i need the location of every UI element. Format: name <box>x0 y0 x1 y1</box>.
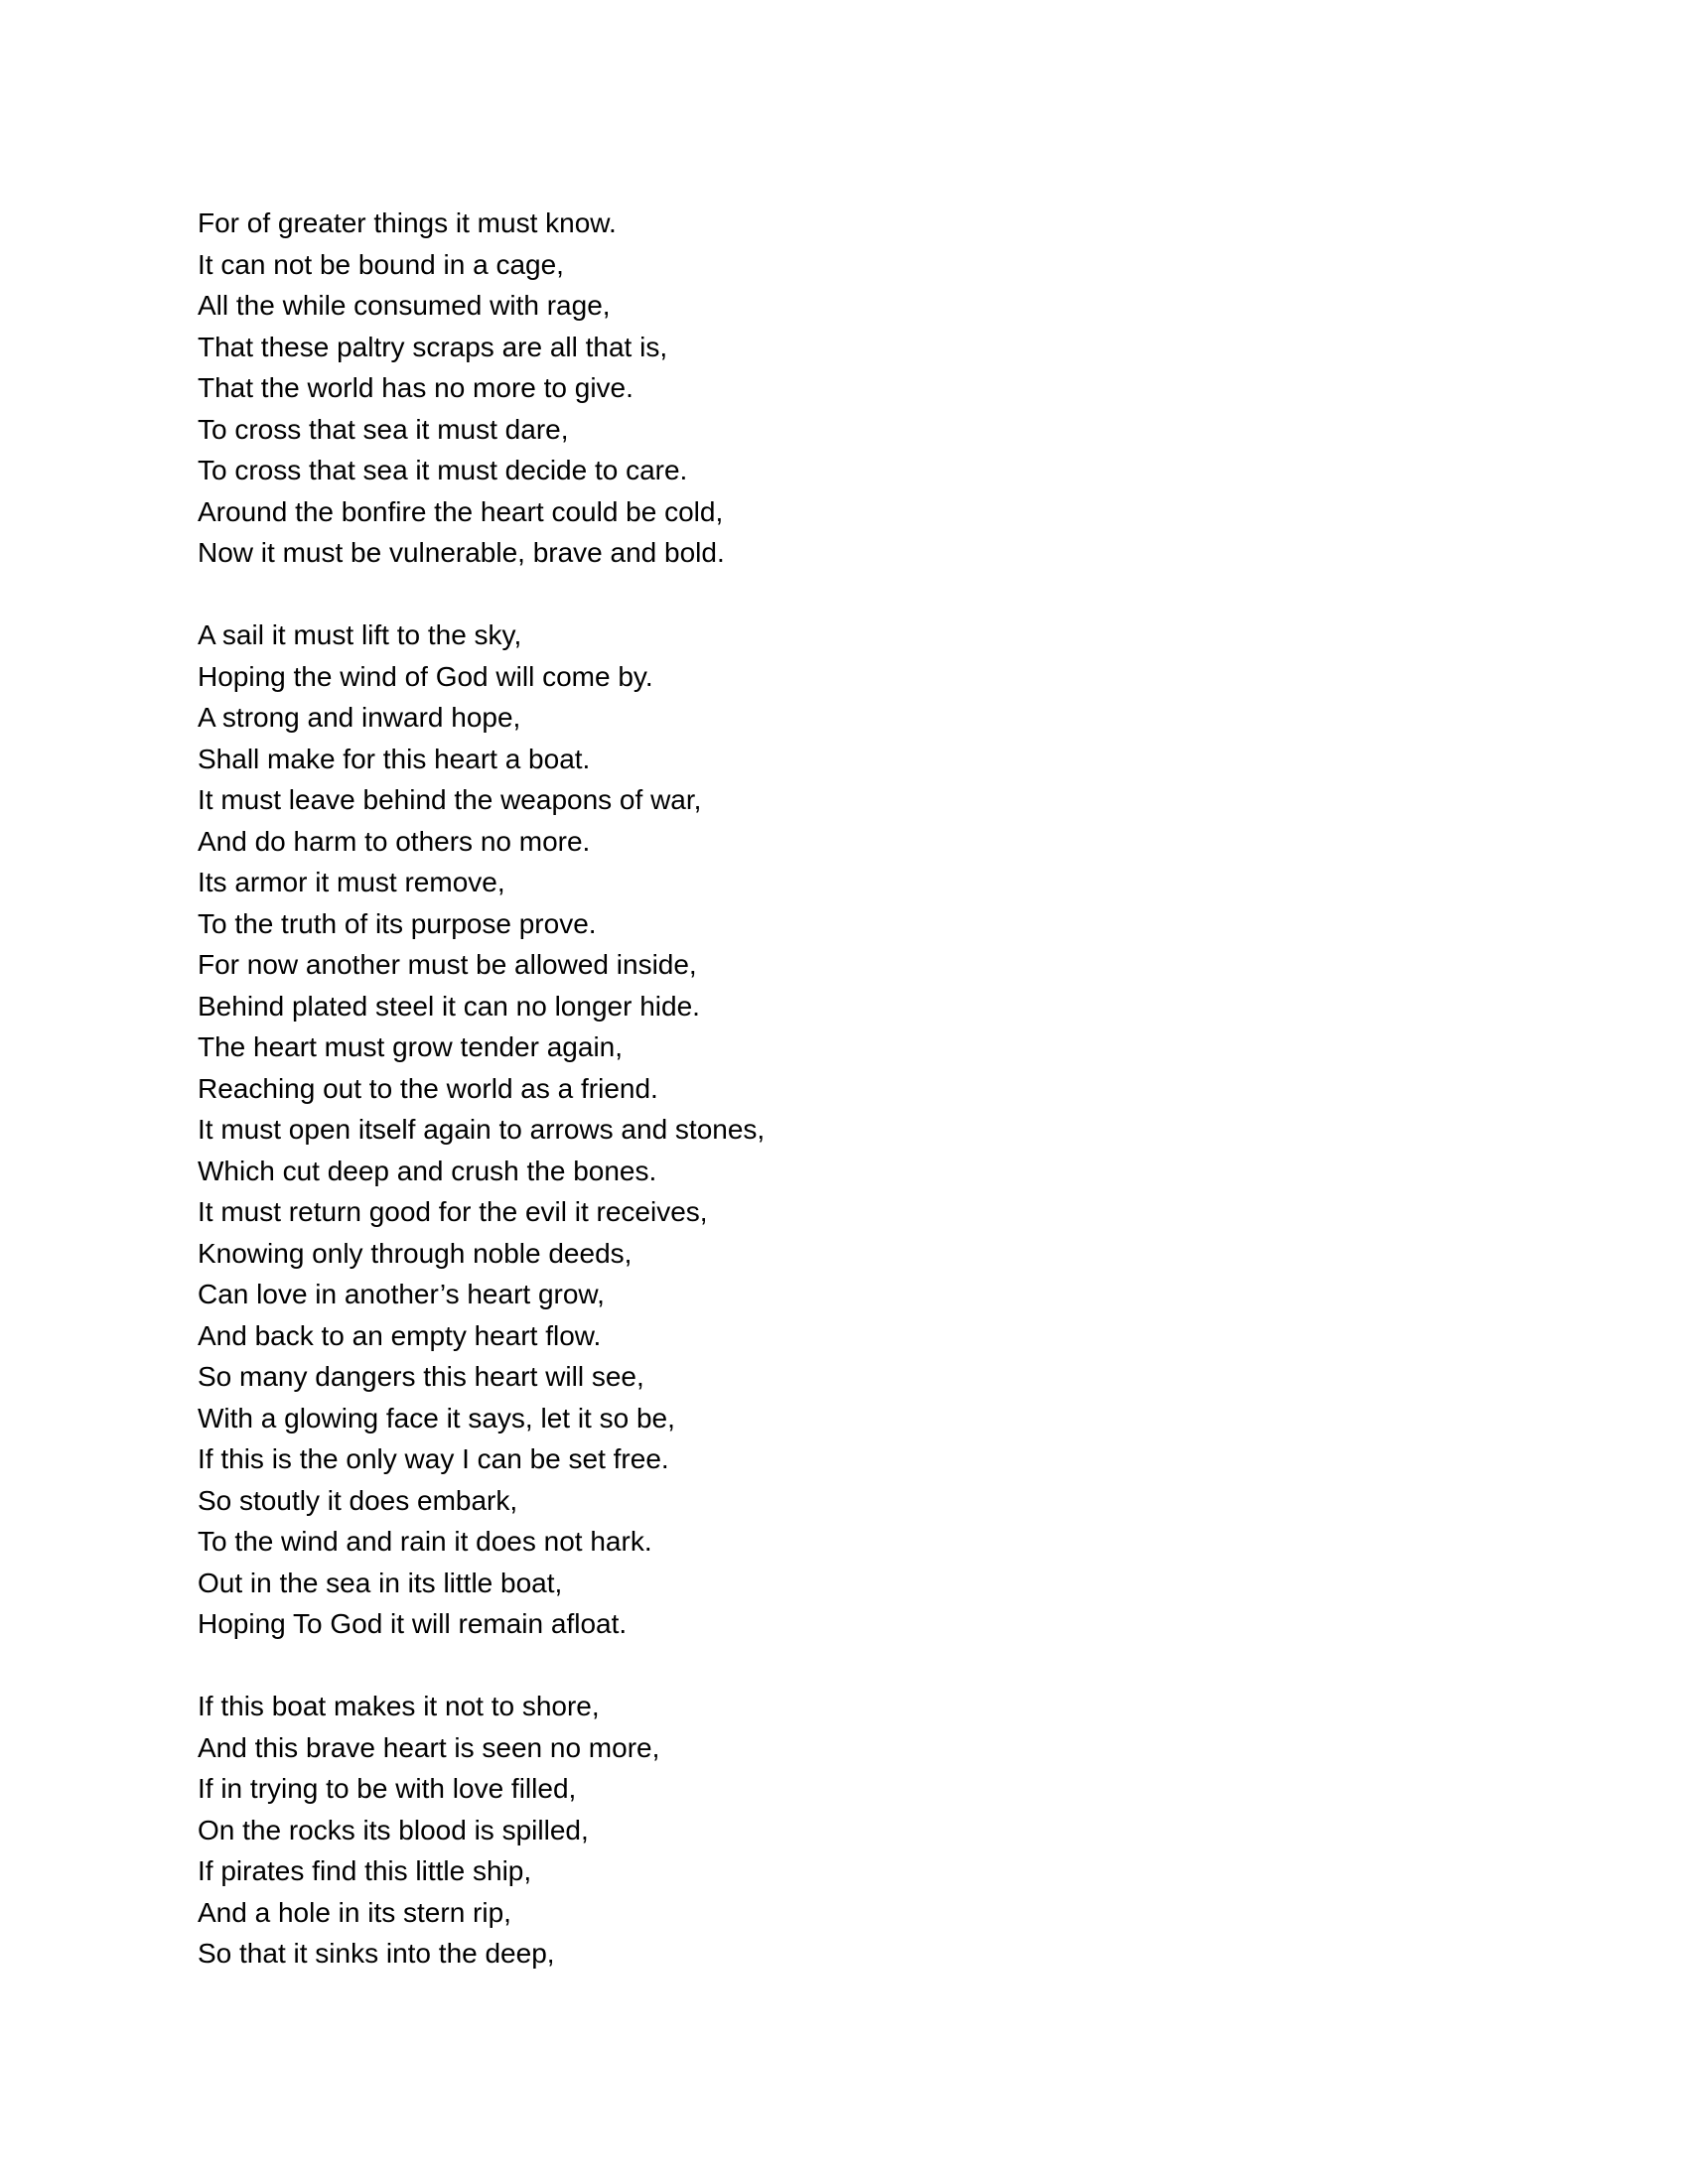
poem-line: Which cut deep and crush the bones. <box>198 1155 657 1186</box>
poem-line: On the rocks its blood is spilled, <box>198 1814 589 1845</box>
poem-line: Can love in another’s heart grow, <box>198 1279 605 1309</box>
poem-line: A sail it must lift to the sky, <box>198 619 522 650</box>
poem-line: If this is the only way I can be set free. <box>198 1443 669 1474</box>
poem-line: And this brave heart is seen no more, <box>198 1731 660 1763</box>
poem-line: So stoutly it does embark, <box>198 1484 518 1516</box>
poem-line: That the world has no more to give. <box>198 372 633 403</box>
stanza <box>198 203 1488 574</box>
poem-line: Hoping the wind of God will come by. <box>198 660 653 692</box>
poem-line: For now another must be allowed inside, <box>198 949 697 980</box>
poem-line: Around the bonfire the heart could be cold, <box>198 495 724 527</box>
poem-line: With a glowing face it says, let it so be, <box>198 1402 675 1433</box>
poem-line: Hoping To God it will remain afloat. <box>198 1608 628 1639</box>
poem-line: If pirates find this little ship, <box>198 1855 532 1886</box>
poem-line: Now it must be vulnerable, brave and bold. <box>198 537 725 568</box>
stanza <box>198 1686 1488 1975</box>
poem-line: If in trying to be with love filled, <box>198 1773 577 1804</box>
poem-line: Shall make for this heart a boat. <box>198 743 591 774</box>
poem-line: And back to an empty heart flow. <box>198 1319 602 1351</box>
stanza <box>198 614 1488 1645</box>
poem-line: The heart must grow tender again, <box>198 1031 624 1062</box>
poem-line: For of greater things it must know. <box>198 207 617 238</box>
poem-line: Knowing only through noble deeds, <box>198 1237 633 1269</box>
poem-line: If this boat makes it not to shore, <box>198 1691 600 1721</box>
poem-line: To the wind and rain it does not hark. <box>198 1526 652 1557</box>
poem-line: It can not be bound in a cage, <box>198 248 564 280</box>
poem-line: Behind plated steel it can no longer hide. <box>198 990 700 1022</box>
poem-line: It must return good for the evil it receives, <box>198 1196 708 1227</box>
poem-line: It must open itself again to arrows and stones, <box>198 1114 766 1145</box>
poem-line: All the while consumed with rage, <box>198 290 611 321</box>
poem-line: So that it sinks into the deep, <box>198 1938 555 1969</box>
poem-line: Its armor it must remove, <box>198 867 505 897</box>
poem-line: To cross that sea it must decide to care. <box>198 455 688 485</box>
poem-line: And do harm to others no more. <box>198 825 591 857</box>
poem-line: Reaching out to the world as a friend. <box>198 1072 658 1104</box>
poem-line: So many dangers this heart will see, <box>198 1361 644 1392</box>
poem-line: To cross that sea it must dare, <box>198 413 569 445</box>
poem-line: That these paltry scraps are all that is, <box>198 331 668 362</box>
poem-line: And a hole in its stern rip, <box>198 1896 511 1928</box>
poem-line: It must leave behind the weapons of war, <box>198 784 702 815</box>
poem-body <box>198 203 1488 2015</box>
poem-line: To the truth of its purpose prove. <box>198 907 597 939</box>
poem-line: A strong and inward hope, <box>198 702 521 733</box>
poem-line: Out in the sea in its little boat, <box>198 1567 563 1598</box>
